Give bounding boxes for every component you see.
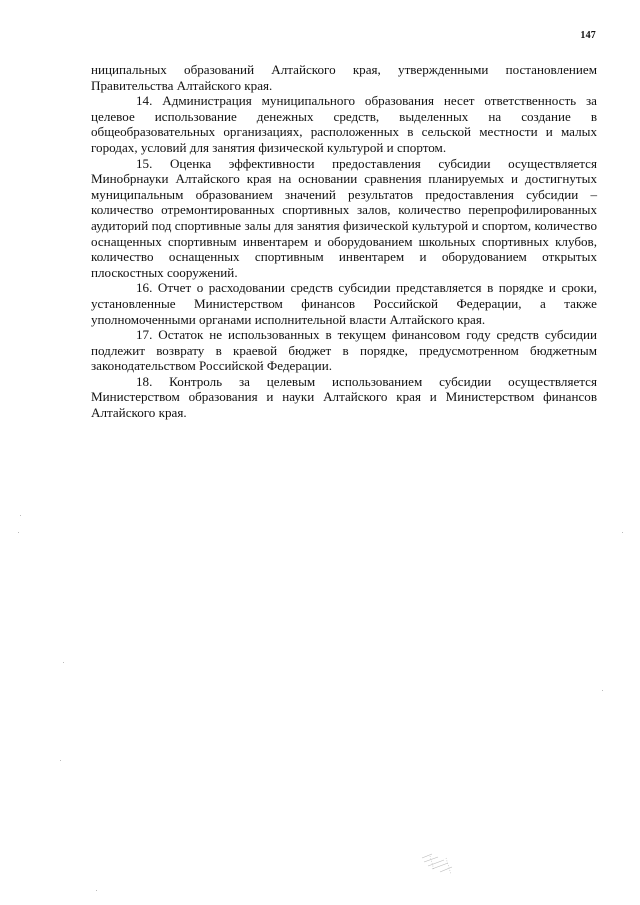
paragraph-item-14: 14. Администрация муниципального образования несет ответственность за целевое использование денежных средств, выделенных на создание в общеобразовательных организациях, расположенных в сельской местности и малых городах, условий для занятия физической культурой и спортом.	[91, 93, 597, 155]
scan-speck	[63, 662, 64, 663]
document-body	[91, 62, 597, 421]
paragraph-item-18: 18. Контроль за целевым использованием субсидии осуществляется Министерством образования и науки Алтайского края и Министерством финансов Алтайского края.	[91, 373, 597, 421]
paragraph-continuation: ниципальных образований Алтайского края, утвержденными постановлением Правительства Алтайского края.	[91, 62, 597, 93]
paragraph-item-15: 15. Оценка эффективности предоставления субсидии осуществляется Минобрнауки Алтайского края на основании сравнения планируемых и достигнутых муниципальным образованием значений результатов предоставления субсидии – количество отремонтированных спортивных залов, количество перепрофилированных аудиторий под спортивные залы для занятия физической культурой и спортом, количество оснащенных спортивным инвентарем и оборудованием школьных спортивных клубов, количество оснащенных спортивным инвентарем и оборудованием открытых плоскостных сооружений.	[91, 155, 597, 280]
scan-speck	[622, 532, 623, 533]
scan-speck	[18, 532, 19, 533]
scan-speck	[60, 760, 61, 761]
scan-speck	[96, 890, 97, 891]
scan-speck	[602, 690, 603, 691]
scan-speck	[20, 515, 21, 516]
paragraph-item-17: 17. Остаток не использованных в текущем финансовом году средств субсидии подлежит возврату в краевой бюджет в порядке, предусмотренном бюджетным законодательством Российской Федерации.	[91, 327, 597, 374]
paragraph-item-16: 16. Отчет о расходовании средств субсидии представляется в порядке и сроки, установленные Министерством финансов Российской Федерации, а также уполномоченными органами исполнительной власти Алтайского края.	[91, 280, 597, 327]
page-number: 147	[580, 30, 596, 41]
scan-scribble-mark	[418, 848, 458, 878]
